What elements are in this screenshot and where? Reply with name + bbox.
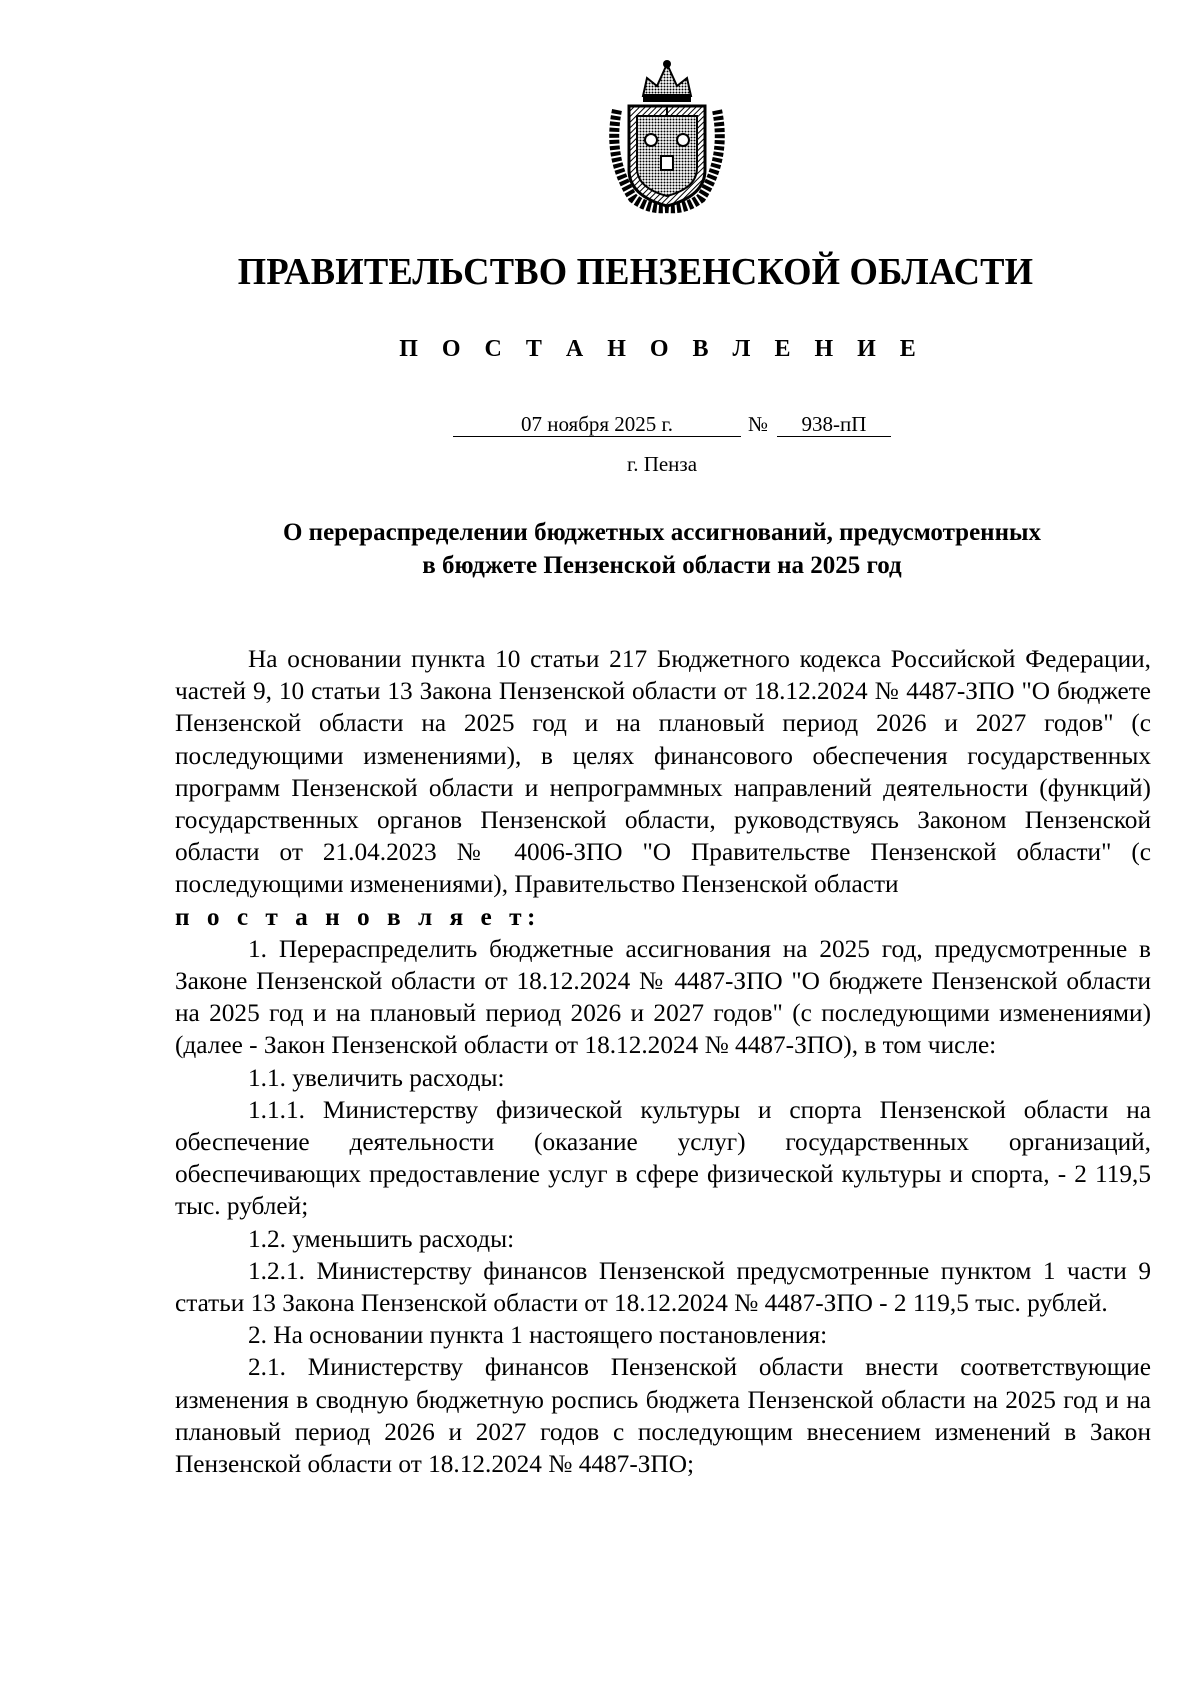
document-body: [175, 643, 1151, 1480]
document-number: 938-пП: [801, 412, 867, 436]
decree-word-paragraph: [175, 901, 1151, 933]
title-line-1: О перераспределении бюджетных ассигнований, предусмотренных: [282, 519, 1042, 546]
paragraph-1-2-1: 1.2.1. Министерству финансов Пензенской предусмотренные пунктом 1 части 9 статьи 13 Закона Пензенской области от 18.12.2024 № 4487-ЗПО - 2 119,5 тыс. рублей.: [175, 1256, 1151, 1318]
title-line-2: в бюджете Пензенской области на 2025 год: [422, 552, 902, 579]
number-underline: [777, 436, 891, 437]
paragraph-1-2: 1.2. уменьшить расходы:: [248, 1224, 515, 1253]
paragraph-1: 1. Перераспределить бюджетные ассигнования на 2025 год, предусмотренные в Законе Пензенской области от 18.12.2024 № 4487-ЗПО "О бюджете Пензенской области на 2025 год и на плановый период 2026 и 2027 годов" (с последующими изменениями) (далее - Закон Пензенской области от 18.12.2024 № 4487-ЗПО), в том числе:: [175, 934, 1151, 1060]
date-underline: [453, 436, 741, 437]
paragraph-2: 2. На основании пункта 1 настоящего постановления:: [248, 1321, 828, 1350]
paragraph-1-1-1: 1.1.1. Министерству физической культуры и спорта Пензенской области на обеспечение деятельности (оказание услуг) государственных организаций, обеспечивающих предоставление услуг в сфере физической культуры и спорта, - 2 119,5 тыс. рублей;: [175, 1095, 1151, 1221]
document-type: П О С Т А Н О В Л Е Н И Е: [399, 336, 925, 362]
paragraph-2-1: 2.1. Министерству финансов Пензенской области внести соответствующие изменения в сводную бюджетную роспись бюджета Пензенской области на 2025 год и на плановый период 2026 и 2027 годов с последующим внесением изменений в Закон Пензенской области от 18.12.2024 № 4487-ЗПО;: [175, 1353, 1151, 1479]
preamble-paragraph: На основании пункта 10 статьи 217 Бюджетного кодекса Российской Федерации, частей 9, 10 статьи 13 Закона Пензенской области от 18.12.2024 № 4487-ЗПО "О бюджете Пензенской области на 2025 год и на плановый период 2026 и 2027 годов" (с последующими изменениями), в целях финансового обеспечения государственных программ Пензенской области и непрограммных направлений деятельности (функций) государственных органов Пензенской области, руководствуясь Законом Пензенской области от 21.04.2023 № 4006-ЗПО "О Правительстве Пензенской области" (с последующими изменениями), Правительство Пензенской области: [175, 645, 1151, 899]
document-city: г. Пенза: [626, 452, 698, 476]
organization-name: ПРАВИТЕЛЬСТВО ПЕНЗЕНСКОЙ ОБЛАСТИ: [237, 251, 1034, 293]
decree-word: п о с т а н о в л я е т:: [175, 902, 541, 931]
document-date: 07 ноября 2025 г.: [520, 412, 674, 436]
document-title: [200, 516, 1124, 582]
paragraph-1-1: 1.1. увеличить расходы:: [248, 1063, 505, 1092]
coat-of-arms-emblem: [603, 58, 731, 214]
number-sign: №: [748, 412, 769, 436]
